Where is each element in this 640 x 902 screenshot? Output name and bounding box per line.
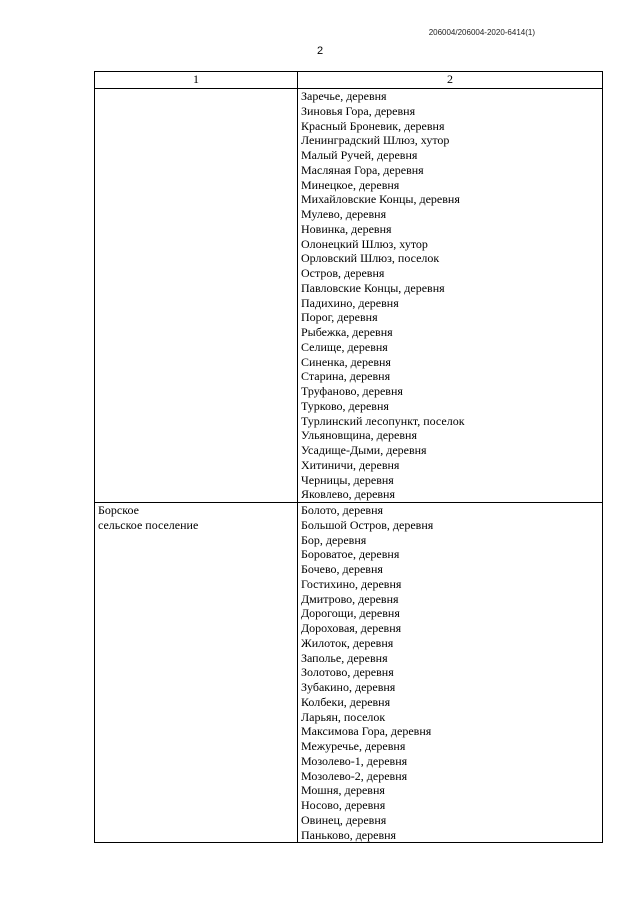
settlement-cell [95,89,298,503]
village-item: Мозолево-2, деревня [301,768,408,783]
page-number: 2 [316,45,324,57]
village-item: Носово, деревня [301,798,386,812]
settlement-name-line: сельское поселение [98,517,199,532]
village-item: Остров, деревня [301,266,385,280]
column-header-1: 1 [95,72,298,89]
village-item: Золотово, деревня [301,665,394,680]
village-item: Яковлево, деревня [301,487,395,502]
village-item: Порог, деревня [301,310,378,325]
village-item: Усадище-Дыми, деревня [301,443,427,457]
village-item: Хитиничи, деревня [301,457,400,472]
village-item: Бороватое, деревня [301,547,400,562]
village-item: Болото, деревня [301,503,384,517]
village-item: Турково, деревня [301,398,389,413]
village-item: Павловские Концы, деревня [301,280,445,295]
village-item: Минецкое, деревня [301,177,400,192]
village-item: Бочево, деревня [301,562,383,576]
village-item: Малый Ручей, деревня [301,148,418,162]
village-item: Олонецкий Шлюз, хутор [301,236,428,251]
village-item: Дороховая, деревня [301,621,402,635]
village-item: Гостихино, деревня [301,576,402,591]
village-item: Заречье, деревня [301,89,387,103]
table-header-row [95,72,603,89]
village-item: Паньково, деревня [301,827,397,842]
village-item: Заполье, деревня [301,650,388,665]
village-item: Зубакино, деревня [301,680,396,694]
village-item: Красный Броневик, деревня [301,118,445,133]
village-item: Труфаново, деревня [301,384,403,398]
column-header-2: 2 [298,72,603,89]
village-item: Бор, деревня [301,532,367,547]
village-item: Мозолево-1, деревня [301,753,408,768]
document-id: 206004/206004-2020-6414(1) [428,28,535,37]
table-row [95,503,603,843]
village-item: Мулево, деревня [301,207,387,221]
village-item: Ульяновщина, деревня [301,428,417,443]
village-item: Селище, деревня [301,339,388,354]
village-item: Турлинский лесопункт, поселок [301,413,465,428]
village-item: Масляная Гора, деревня [301,162,424,177]
village-item: Жилоток, деревня [301,635,394,650]
village-item: Старина, деревня [301,369,391,384]
settlements-table [94,71,603,843]
village-item: Синенка, деревня [301,354,391,369]
village-item: Михайловские Концы, деревня [301,192,460,207]
village-item: Зиновья Гора, деревня [301,103,416,118]
village-item: Большой Остров, деревня [301,517,434,532]
settlement-cell [95,503,298,843]
table-row [95,89,603,503]
settlement-name-line: Борское [98,503,139,517]
village-item: Ленинградский Шлюз, хутор [301,133,450,148]
villages-cell [298,89,603,503]
village-item: Максимова Гора, деревня [301,724,432,739]
village-item: Орловский Шлюз, поселок [301,251,440,266]
village-item: Дмитрово, деревня [301,591,399,606]
village-item: Дорогощи, деревня [301,606,400,621]
village-item: Рыбежка, деревня [301,325,393,339]
village-item: Мошня, деревня [301,783,385,798]
villages-cell [298,503,603,843]
village-item: Колбеки, деревня [301,694,391,709]
village-item: Падихино, деревня [301,295,399,310]
village-item: Овинец, деревня [301,812,387,827]
village-item: Новинка, деревня [301,221,392,236]
village-item: Ларьян, поселок [301,709,386,724]
village-item: Черницы, деревня [301,472,394,487]
village-item: Межуречье, деревня [301,739,406,753]
